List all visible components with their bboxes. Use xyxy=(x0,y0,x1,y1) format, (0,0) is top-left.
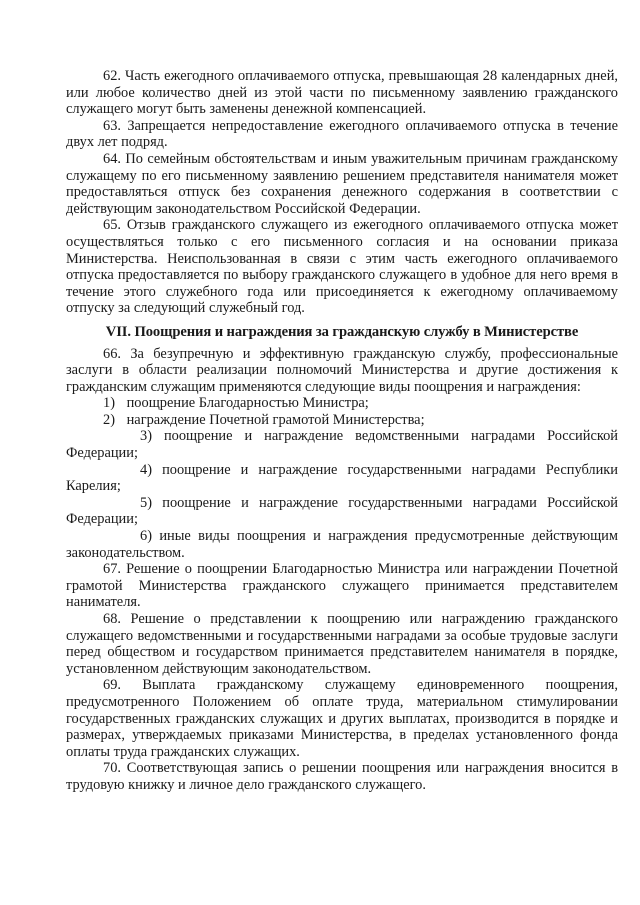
list-item-text: награждение Почетной грамотой Министерства; xyxy=(126,411,425,428)
list-item-1 xyxy=(66,395,618,412)
list-item-4 xyxy=(66,462,618,495)
paragraph-62: 62. Часть ежегодного оплачиваемого отпуска, превышающая 28 календарных дней, или любое количество дней из этой части по письменному заявлению гражданского служащего могут быть заменены денежной компенсацией. xyxy=(66,68,618,118)
section-heading: VII. Поощрения и награждения за гражданскую службу в Министерстве xyxy=(105,323,579,340)
list-item-5 xyxy=(66,495,618,528)
list-item-text: поощрение и награждение государственными наградами Республики Карелия; xyxy=(66,461,618,495)
list-item-3 xyxy=(66,428,618,461)
paragraph-65: 65. Отзыв гражданского служащего из ежегодного оплачиваемого отпуска может осуществляться только с его письменного согласия и на основании приказа Министерства. Неиспользованная в связи с этим часть ежегодного оплачиваемого отпуска предоставляется по выбору гражданского служащего в удобное для него время в течение этого служебного года или присоединяется к ежегодному оплачиваемому отпуску за следующий служебный год. xyxy=(66,217,618,317)
list-item-number: 3) xyxy=(140,428,152,445)
paragraph-68: 68. Решение о представлении к поощрению или награждению гражданского служащего ведомственными и государственными наградами за особые трудовые заслуги перед обществом и государством принимается представителем нанимателя в порядке, установленном действующим законодательством. xyxy=(66,611,618,677)
list-item-text: поощрение и награждение ведомственными наградами Российской Федерации; xyxy=(66,428,618,462)
list-item-text: поощрение и награждение государственными наградами Российской Федерации; xyxy=(66,494,618,528)
list-item-number: 6) xyxy=(140,528,152,545)
list-item-text: иные виды поощрения и награждения предусмотренные действующим законодательством. xyxy=(66,528,618,561)
paragraph-69: 69. Выплата гражданскому служащему единовременного поощрения, предусмотренного Положением об оплате труда, материальном стимулировании государственных гражданских служащих и других выплатах, производится в порядке и размерах, утверждаемых приказами Министерства, в пределах установленного фонда оплаты труда гражданских служащих. xyxy=(66,677,618,760)
paragraph-63: 63. Запрещается непредоставление ежегодного оплачиваемого отпуска в течение двух лет подряд. xyxy=(66,117,618,151)
paragraph-70: 70. Соответствующая запись о решении поощрения или награждения вносится в трудовую книжку и личное дело гражданского служащего. xyxy=(66,760,618,793)
list-item-text: поощрение Благодарностью Министра; xyxy=(126,395,369,412)
list-item-number: 5) xyxy=(140,494,152,511)
list-item-2 xyxy=(66,412,618,429)
list-item-number: 1) xyxy=(103,395,115,412)
list-item-number: 2) xyxy=(103,411,115,428)
paragraph-67: 67. Решение о поощрении Благодарностью Министра или награждении Почетной грамотой Министерства гражданского служащего принимается представителем нанимателя. xyxy=(66,561,618,611)
paragraph-66: 66. За безупречную и эффективную гражданскую службу, профессиональные заслуги в области реализации полномочий Министерства и другие достижения к гражданским служащим применяются следующие виды поощрения и награждения: xyxy=(66,345,618,395)
list-item-number: 4) xyxy=(140,461,152,478)
paragraph-64: 64. По семейным обстоятельствам и иным уважительным причинам гражданскому служащему по его письменному заявлению решением представителя нанимателя может предоставляться отпуск без сохранения денежного содержания в соответствии с действующим законодательством Российской Федерации. xyxy=(66,150,618,217)
list-item-6 xyxy=(66,528,618,561)
document-page xyxy=(66,68,618,794)
